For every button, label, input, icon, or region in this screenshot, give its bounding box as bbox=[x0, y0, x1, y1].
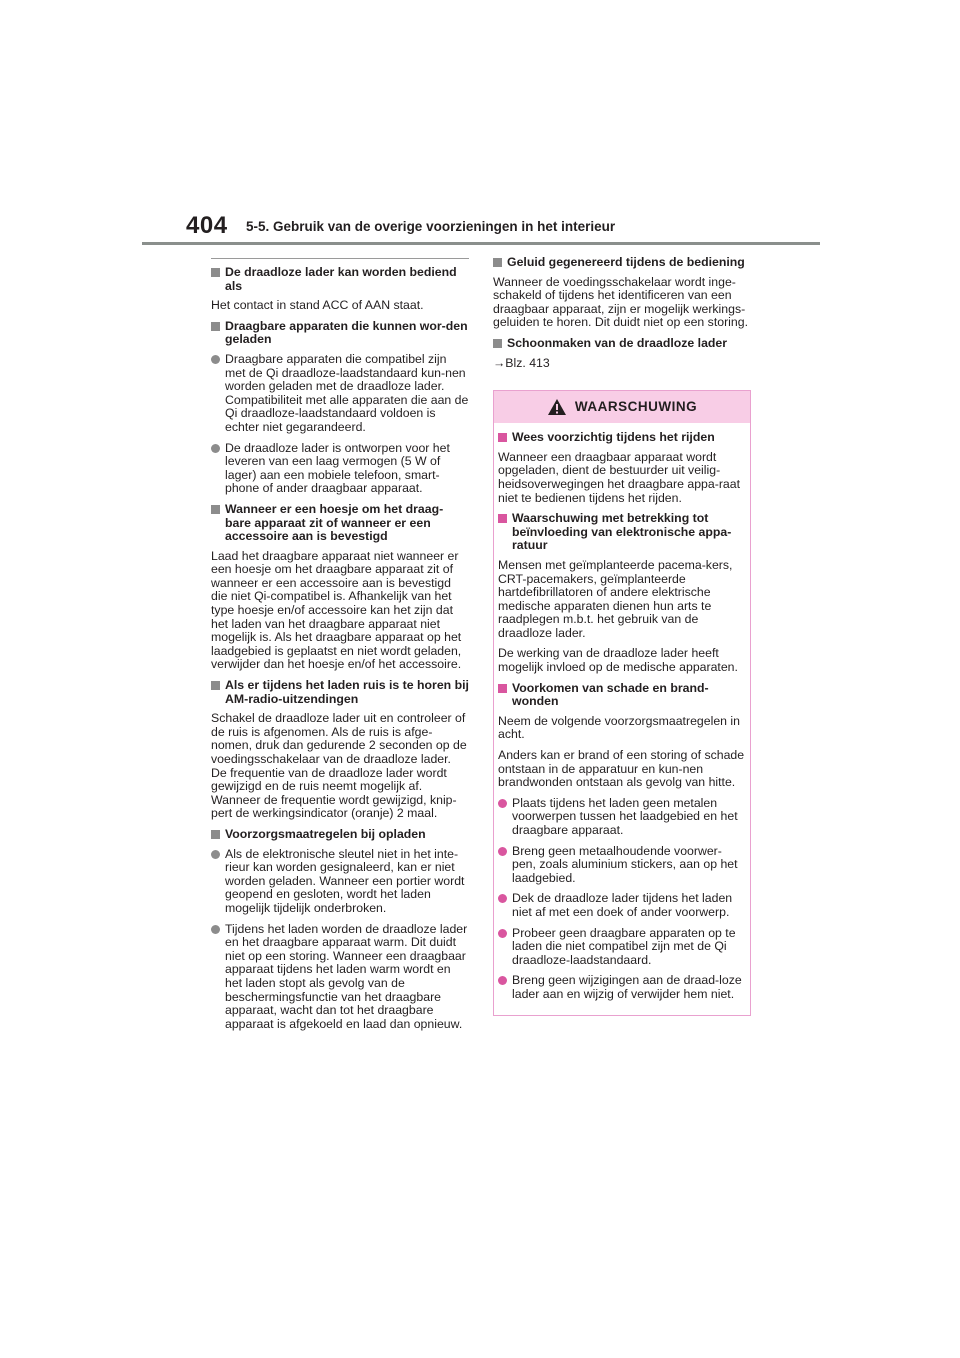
list-item-text: Probeer geen draagbare apparaten op te laden die niet compatibel zijn met de Qi draadloze-laadstandaard. bbox=[512, 925, 736, 967]
circle-bullet-icon bbox=[498, 929, 507, 938]
warning-heading-rijden bbox=[498, 431, 745, 445]
heading-text: De draadloze lader kan worden bediend als bbox=[225, 265, 457, 293]
list-item bbox=[498, 797, 745, 838]
paragraph: Mensen met geïmplanteerde pacema-kers, CRT-pacemakers, geïmplanteerde hartdefibrillatoren of andere elektrische medische apparaten dienen hun arts te raadplegen m.b.t. het gebruik van de draadloze lader. bbox=[498, 557, 733, 640]
square-bullet-icon bbox=[498, 514, 507, 523]
list-item bbox=[498, 845, 745, 886]
list-item bbox=[211, 442, 469, 496]
paragraph: Wanneer de voedingsschakelaar wordt inge-schakeld of tijdens het identificeren van een draagbaar apparaat, zijn er mogelijk werkings-geluiden te horen. Dit duidt niet op een storing. bbox=[493, 274, 748, 330]
circle-bullet-icon bbox=[211, 444, 220, 453]
square-bullet-icon bbox=[211, 268, 220, 277]
square-bullet-icon bbox=[493, 258, 502, 267]
heading-text: Wees voorzichtig tijdens het rijden bbox=[512, 430, 715, 445]
list-item-text: Tijdens het laden worden de draadloze lader en het draagbare apparaat warm. Dit duidt niet op een storing. Wanneer een draagbaar apparaat tijdens het laden warm wordt en het laden stopt als gevolg van de beschermingsfunctie van het draagbare apparaat, wacht dan tot het draagbare apparaat is afgekoeld en laad dan opnieuw. bbox=[225, 921, 468, 1031]
header-rule bbox=[142, 242, 820, 245]
heading-text: Voorzorgsmaatregelen bij opladen bbox=[225, 826, 426, 841]
circle-bullet-icon bbox=[498, 799, 507, 808]
warning-body bbox=[494, 423, 750, 1014]
warning-heading-elektronische bbox=[498, 512, 745, 553]
list-item bbox=[211, 848, 469, 916]
heading-geluid bbox=[493, 256, 751, 270]
left-column bbox=[211, 258, 469, 1038]
square-bullet-icon bbox=[211, 505, 220, 514]
circle-bullet-icon bbox=[498, 894, 507, 903]
section-title: 5-5. Gebruik van de overige voorzieningen in het interieur bbox=[246, 219, 616, 234]
page-number: 404 bbox=[186, 212, 228, 239]
paragraph: Schakel de draadloze lader uit en controleer of de ruis is afgenomen. Als de ruis is afge-nomen, druk dan gedurende 2 seconden op de voedingsschakelaar van de draadloze lader. De frequentie van de draadloze lader wordt gewijzigd en de ruis neemt mogelijk af. Wanneer de frequentie wordt gewijzigd, knip-pert de werkingsindicator (oranje) 2 maal. bbox=[211, 711, 467, 821]
heading-text: Voorkomen van schade en brand-wonden bbox=[512, 680, 709, 709]
heading-text: Schoonmaken van de draadloze lader bbox=[507, 335, 728, 350]
paragraph: Laad het draagbare apparaat niet wanneer er een hoesje om het draagbare apparaat zit of wanneer er een accessoire aan is bevestigd die niet Qi-compatibel is. Afhankelijk van het type hoesje en/of accessoire kan het zijn dat het laden van het draagbare apparaat niet mogelijk is. Als het draagbare apparaat op het laadgebied is geplaatst en niet wordt geladen, verwijder dan het hoesje en/of het accessoire. bbox=[211, 548, 462, 672]
circle-bullet-icon bbox=[498, 976, 507, 985]
heading-ruis bbox=[211, 679, 469, 706]
paragraph: De werking van de draadloze lader heeft mogelijk invloed op de medische apparaten. bbox=[498, 646, 738, 675]
heading-hoesje bbox=[211, 503, 469, 544]
heading-schoonmaken bbox=[493, 337, 751, 351]
list-item bbox=[498, 892, 745, 919]
list-item bbox=[498, 927, 745, 968]
heading-text: Draagbare apparaten die kunnen wor-den geladen bbox=[225, 318, 468, 347]
warning-title: WAARSCHUWING bbox=[574, 399, 698, 415]
list-item-text: Als de elektronische sleutel niet in het inte-rieur kan worden gesignaleerd, kan er niet worden geladen. Wanneer een portier wordt geopend en gesloten, wordt het laden mogelijk tijdelijk onderbroken. bbox=[225, 846, 465, 915]
list-item bbox=[498, 974, 745, 1001]
paragraph: Neem de volgende voorzorgsmaatregelen in acht. bbox=[498, 713, 740, 742]
square-bullet-icon bbox=[498, 433, 507, 442]
list-item-text: Plaats tijdens het laden geen metalen voorwerpen tussen het laadgebied en het draagbare apparaat. bbox=[512, 795, 738, 837]
square-bullet-icon bbox=[498, 684, 507, 693]
square-bullet-icon bbox=[493, 339, 502, 348]
paragraph: Anders kan er brand of een storing of schade ontstaan in de apparatuur en kun-nen brandwonden ontstaan als gevolg van hitte. bbox=[498, 748, 745, 790]
heading-text: Als er tijdens het laden ruis is te horen bij AM-radio-uitzendingen bbox=[225, 678, 469, 706]
right-column bbox=[493, 256, 751, 1016]
heading-text: Geluid gegenereerd tijdens de bediening bbox=[507, 255, 745, 269]
heading-text: Wanneer er een hoesje om het draag-bare apparaat zit of wanneer er een accessoire aan is bevestigd bbox=[225, 501, 444, 544]
warning-heading-schade bbox=[498, 682, 745, 709]
square-bullet-icon bbox=[211, 322, 220, 331]
paragraph: Het contact in stand ACC of AAN staat. bbox=[211, 298, 424, 313]
warning-header bbox=[494, 391, 750, 423]
circle-bullet-icon bbox=[211, 925, 220, 934]
circle-bullet-icon bbox=[211, 355, 220, 364]
heading-text: Waarschuwing met betrekking tot beïnvloeding van elektronische appa-ratuur bbox=[512, 511, 732, 553]
paragraph: Wanneer een draagbaar apparaat wordt opgeladen, dient de bestuurder uit veilig-heidsoverwegingen het draagbare appa-raat niet te bedienen tijdens het rijden. bbox=[498, 449, 741, 505]
list-item bbox=[211, 353, 469, 435]
circle-bullet-icon bbox=[498, 847, 507, 856]
circle-bullet-icon bbox=[211, 850, 220, 859]
heading-voorzorgsmaatregelen bbox=[211, 828, 469, 842]
list-item-text: Breng geen metaalhoudende voorwer-pen, zoals aluminium stickers, aan op het laadgebied. bbox=[512, 843, 738, 885]
warning-box bbox=[493, 390, 751, 1015]
square-bullet-icon bbox=[211, 681, 220, 690]
warning-triangle-icon bbox=[547, 398, 567, 416]
heading-bediend bbox=[211, 266, 469, 293]
square-bullet-icon bbox=[211, 830, 220, 839]
list-item-text: Dek de draadloze lader tijdens het laden niet af met een doek of ander voorwerp. bbox=[512, 891, 733, 919]
list-item-text: Draagbare apparaten die compatibel zijn met de Qi draadloze-laadstandaard kun-nen worden geladen met de draadloze lader. Compatibiliteit met alle apparaten die aan de Qi draadloze-laadstandaard voldoen is echter niet gegarandeerd. bbox=[225, 351, 469, 434]
heading-draagbare-apparaten bbox=[211, 320, 469, 347]
list-item-text: De draadloze lader is ontworpen voor het leveren van een laag vermogen (5 W of lager) aan een mobiele telefoon, smart-phone of ander draagbaar apparaat. bbox=[225, 440, 450, 496]
list-item-text: Breng geen wijzigingen aan de draad-loze lader aan en wijzig of verwijder hem niet. bbox=[512, 973, 742, 1001]
list-item bbox=[211, 923, 469, 1032]
page-reference: →Blz. 413 bbox=[493, 355, 550, 370]
